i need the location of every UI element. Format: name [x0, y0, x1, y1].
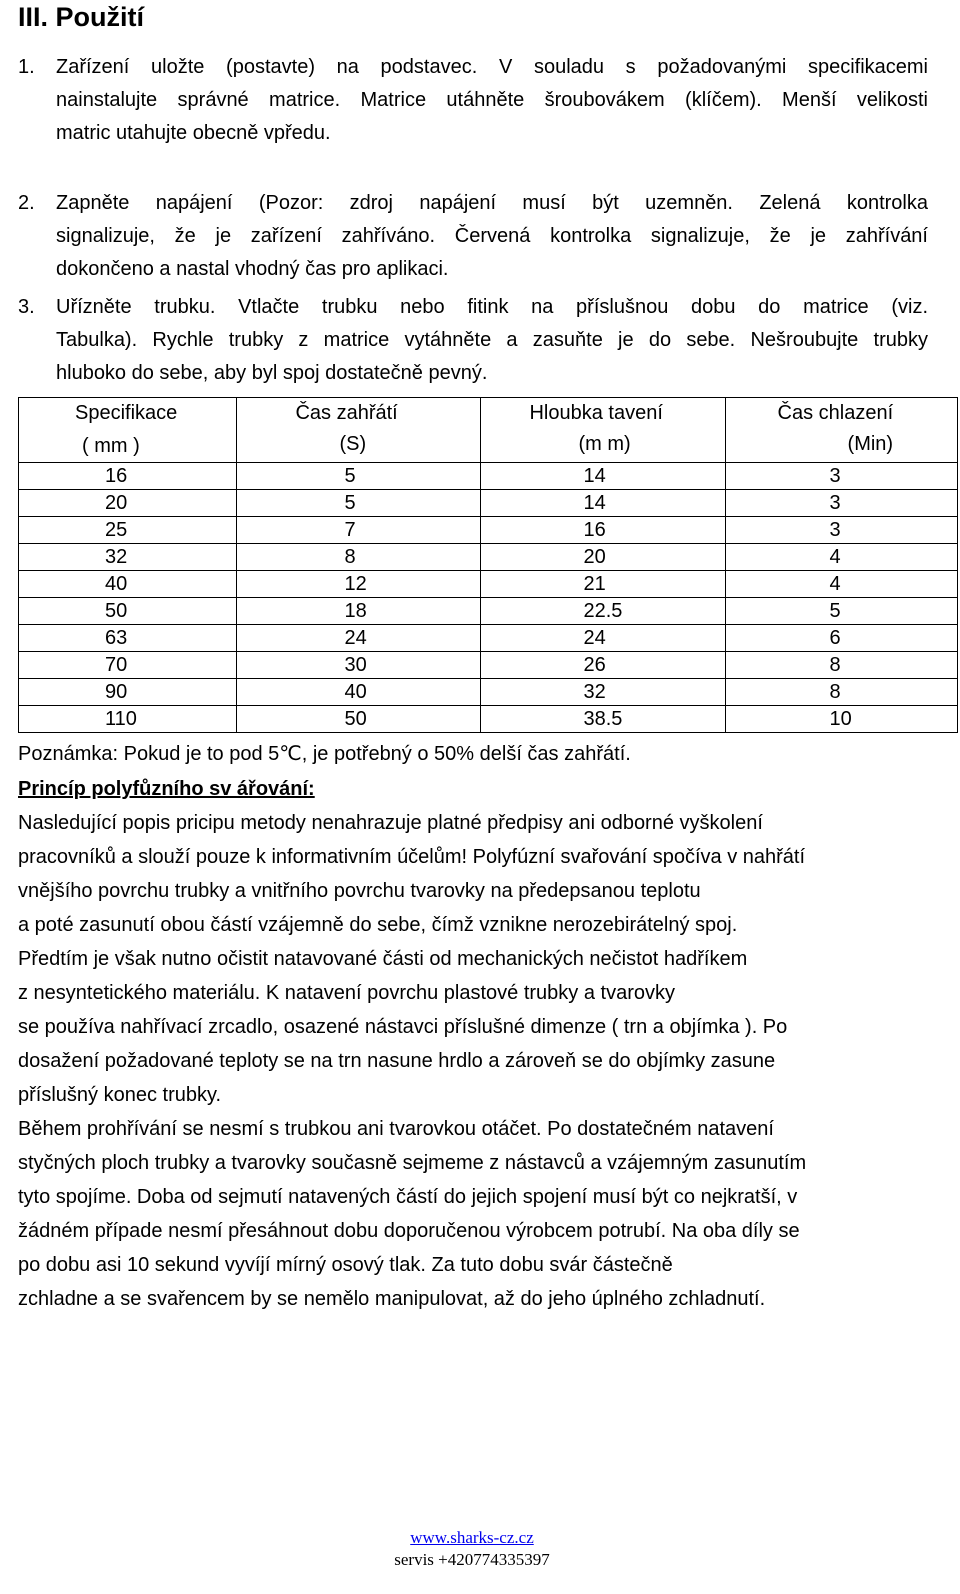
table-cell: 63: [19, 625, 237, 652]
paragraph-line: zchladne a se svařencem by se nemělo manipulovat, až do jeho úplného zchladnutí.: [18, 1288, 766, 1310]
paragraph-line: Nasledující popis pricipu metody nenahrazuje platné předpisy ani odborné vyškolení: [18, 812, 763, 834]
header-melt-depth: [481, 398, 725, 463]
table-row: [19, 517, 958, 544]
table-cell: 4: [725, 544, 957, 571]
step-line: matric utahujte obecně vpředu.: [56, 122, 331, 144]
website-link[interactable]: www.sharks-cz.cz: [410, 1528, 534, 1547]
header-label: Specifikace: [75, 402, 178, 424]
step-line: Zařízení uložte (postavte) na podstavec. V souladu s požadovanými specifikacemi: [56, 56, 928, 78]
step-number: 1.: [18, 56, 35, 78]
table-row: [19, 571, 958, 598]
table-cell: 21: [481, 571, 725, 598]
table-row: [19, 706, 958, 733]
table-cell: 40: [237, 679, 481, 706]
header-label: Čas chlazení: [777, 402, 894, 424]
header-label: Čas zahřátí: [295, 402, 398, 424]
table-cell: 5: [237, 490, 481, 517]
paragraph-line: styčných ploch trubky a tvarovky současně sejmeme z nástavců a vzájemným zasunutím: [18, 1152, 807, 1174]
paragraph-line: Předtím je však nutno očistit natavované části od mechanických nečistot hadříkem: [18, 948, 748, 970]
step-line: nainstalujte správné matrice. Matrice utáhněte šroubovákem (klíčem). Menší velikosti: [56, 89, 928, 111]
step-line: Tabulka). Rychle trubky z matrice vytáhněte a zasuňte je do sebe. Nešroubujte trubky: [56, 329, 928, 351]
paragraph-line: se používa nahřívací zrcadlo, osazené nástavci příslušné dimenze ( trn a objímka ). Po: [18, 1016, 788, 1038]
principle-paragraph: [18, 806, 918, 1316]
table-row: [19, 490, 958, 517]
paragraph-line: dosažení požadované teploty se na trn nasune hrdlo a zároveň se do objímky zasune: [18, 1050, 776, 1072]
table-cell: 20: [19, 490, 237, 517]
table-cell: 25: [19, 517, 237, 544]
paragraph-line: a poté zasunutí obou částí vzájemně do sebe, čímž vznikne nerozebirátelný spoj.: [18, 914, 738, 936]
table-row: [19, 598, 958, 625]
step-number: 3.: [18, 296, 35, 318]
table-cell: 3: [725, 463, 957, 490]
header-label: (Min): [847, 433, 894, 455]
table-cell: 22.5: [481, 598, 725, 625]
table-cell: 10: [725, 706, 957, 733]
table-cell: 14: [481, 463, 725, 490]
paragraph-line: pracovníků a slouží pouze k informativním účelům! Polyfúzní svařování spočíva v nahřátí: [18, 846, 806, 868]
header-label: (S): [339, 433, 367, 455]
header-cool-time: [725, 398, 957, 463]
table-cell: 8: [725, 652, 957, 679]
step-1: [18, 51, 928, 150]
table-cell: 110: [19, 706, 237, 733]
table-cell: 8: [725, 679, 957, 706]
step-3: [18, 291, 928, 390]
step-line: signalizuje, že je zařízení zahříváno. Červená kontrolka signalizuje, že je zahřívání: [56, 225, 928, 247]
header-label: Hloubka tavení: [529, 402, 663, 424]
table-row: [19, 625, 958, 652]
table-cell: 38.5: [481, 706, 725, 733]
table-cell: 24: [481, 625, 725, 652]
table-cell: 32: [19, 544, 237, 571]
table-cell: 14: [481, 490, 725, 517]
header-spec: [19, 398, 237, 463]
table-header-row: [19, 398, 958, 463]
table-cell: 16: [19, 463, 237, 490]
table-cell: 24: [237, 625, 481, 652]
step-line: hluboko do sebe, aby byl spoj dostatečně pevný.: [56, 362, 488, 384]
table-cell: 6: [725, 625, 957, 652]
table-cell: 90: [19, 679, 237, 706]
step-number: 2.: [18, 192, 35, 214]
table-cell: 30: [237, 652, 481, 679]
table-row: [19, 544, 958, 571]
table-cell: 7: [237, 517, 481, 544]
table-cell: 18: [237, 598, 481, 625]
table-cell: 5: [725, 598, 957, 625]
step-2: [18, 187, 928, 286]
table-cell: 3: [725, 517, 957, 544]
step-line: dokončeno a nastal vhodný čas pro aplikaci.: [56, 258, 449, 280]
temperature-note: Poznámka: Pokud je to pod 5℃, je potřebný o 50% delší čas zahřátí.: [18, 743, 631, 765]
table-cell: 50: [19, 598, 237, 625]
table-cell: 16: [481, 517, 725, 544]
paragraph-line: vnějšího povrchu trubky a vnitřního povrchu tvarovky na předepsanou teplotu: [18, 880, 701, 902]
table-cell: 4: [725, 571, 957, 598]
spec-table: [18, 397, 958, 733]
table-cell: 3: [725, 490, 957, 517]
header-heat-time: [237, 398, 481, 463]
table-cell: 32: [481, 679, 725, 706]
header-label: ( mm ): [82, 435, 140, 457]
table-cell: 5: [237, 463, 481, 490]
step-line: Zapněte napájení (Pozor: zdroj napájení musí být uzemněn. Zelená kontrolka: [56, 192, 928, 214]
table-cell: 50: [237, 706, 481, 733]
section-heading: III. Použití: [18, 2, 144, 32]
table-cell: 8: [237, 544, 481, 571]
table-cell: 40: [19, 571, 237, 598]
paragraph-line: z nesyntetického materiálu. K natavení povrchu plastové trubky a tvarovky: [18, 982, 676, 1004]
table-row: [19, 463, 958, 490]
table-cell: 12: [237, 571, 481, 598]
footer-service: servis +420774335397: [394, 1550, 550, 1569]
table-cell: 20: [481, 544, 725, 571]
footer-link-wrap: [0, 1527, 944, 1549]
table-row: [19, 679, 958, 706]
table-cell: 26: [481, 652, 725, 679]
principle-title: Princíp polyfůzního sv ářování:: [18, 778, 315, 800]
paragraph-line: příslušný konec trubky.: [18, 1084, 222, 1106]
header-label: (m m): [578, 433, 631, 455]
paragraph-line: tyto spojíme. Doba od sejmutí natavených částí do jejich spojení musí být co nejkratší, v: [18, 1186, 798, 1208]
paragraph-line: Během prohřívání se nesmí s trubkou ani tvarovkou otáčet. Po dostatečném natavení: [18, 1118, 774, 1140]
step-line: Uřízněte trubku. Vtlačte trubku nebo fitink na příslušnou dobu do matrice (viz.: [56, 296, 928, 318]
table-row: [19, 652, 958, 679]
paragraph-line: žádném případe nesmí přesáhnout dobu doporučenou výrobcem potrubí. Na oba díly se: [18, 1220, 800, 1242]
table-cell: 70: [19, 652, 237, 679]
paragraph-line: po dobu asi 10 sekund vyvíjí mírný osový tlak. Za tuto dobu svár částečně: [18, 1254, 673, 1276]
